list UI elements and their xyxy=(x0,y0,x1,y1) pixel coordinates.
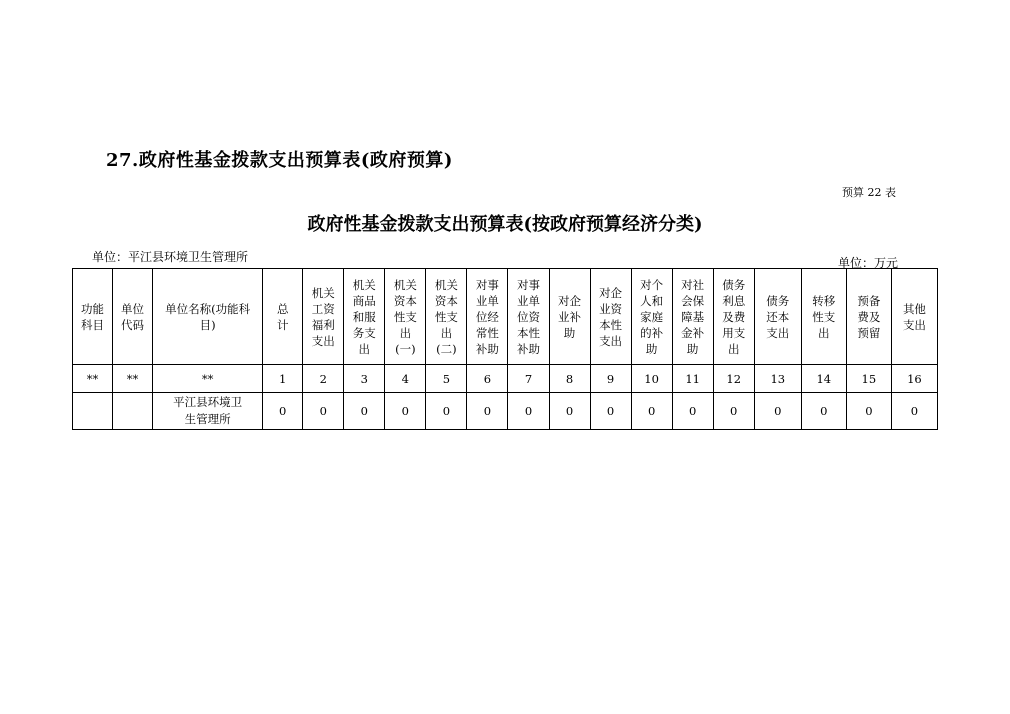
data-cell xyxy=(113,393,153,430)
header-cell: 转移性支出 xyxy=(801,269,846,365)
section-title: 27.政府性基金拨款支出预算表(政府预算) xyxy=(106,150,453,171)
data-cell: 0 xyxy=(891,393,937,430)
index-cell: 11 xyxy=(672,365,713,393)
index-cell: ** xyxy=(113,365,153,393)
header-cell: 债务利息及费用支出 xyxy=(713,269,754,365)
header-cell: 债务还本支出 xyxy=(754,269,801,365)
header-cell: 预备费及预留 xyxy=(846,269,891,365)
header-cell: 对个人和家庭的补助 xyxy=(631,269,672,365)
header-cell: 对事业单位资本性补助 xyxy=(508,269,549,365)
header-cell: 机关商品和服务支出 xyxy=(344,269,385,365)
header-cell: 功能科目 xyxy=(73,269,113,365)
data-cell: 0 xyxy=(549,393,590,430)
data-cell: 0 xyxy=(672,393,713,430)
unit-organization: 单位：平江县环境卫生管理所 xyxy=(92,250,249,264)
index-cell: 16 xyxy=(891,365,937,393)
data-cell: 0 xyxy=(801,393,846,430)
index-cell: 1 xyxy=(263,365,303,393)
data-cell xyxy=(73,393,113,430)
table-row xyxy=(73,393,938,430)
data-cell: 0 xyxy=(631,393,672,430)
header-cell: 对事业单位经常性补助 xyxy=(467,269,508,365)
index-cell: 12 xyxy=(713,365,754,393)
header-cell: 机关资本性支出(一) xyxy=(385,269,426,365)
index-cell: 14 xyxy=(801,365,846,393)
table-title: 政府性基金拨款支出预算表(按政府预算经济分类) xyxy=(307,214,703,235)
data-cell: 0 xyxy=(344,393,385,430)
index-row xyxy=(73,365,938,393)
header-cell: 对企业资本性支出 xyxy=(590,269,631,365)
index-cell: 6 xyxy=(467,365,508,393)
data-cell: 0 xyxy=(846,393,891,430)
header-cell: 总计 xyxy=(263,269,303,365)
index-cell: ** xyxy=(153,365,263,393)
header-cell: 对企业补助 xyxy=(549,269,590,365)
index-cell: 5 xyxy=(426,365,467,393)
index-cell: 13 xyxy=(754,365,801,393)
header-row xyxy=(73,269,938,365)
index-cell: 3 xyxy=(344,365,385,393)
index-cell: 15 xyxy=(846,365,891,393)
data-cell: 0 xyxy=(263,393,303,430)
index-cell: ** xyxy=(73,365,113,393)
header-cell: 机关资本性支出(二) xyxy=(426,269,467,365)
data-cell: 平江县环境卫生管理所 xyxy=(153,393,263,430)
data-cell: 0 xyxy=(754,393,801,430)
index-cell: 9 xyxy=(590,365,631,393)
budget-table xyxy=(72,268,938,430)
header-cell: 单位名称(功能科目) xyxy=(153,269,263,365)
header-cell: 其他支出 xyxy=(891,269,937,365)
data-cell: 0 xyxy=(713,393,754,430)
index-cell: 2 xyxy=(303,365,344,393)
index-cell: 8 xyxy=(549,365,590,393)
data-cell: 0 xyxy=(303,393,344,430)
header-cell: 对社会保障基金补助 xyxy=(672,269,713,365)
header-cell: 机关工资福利支出 xyxy=(303,269,344,365)
header-cell: 单位代码 xyxy=(113,269,153,365)
unit-currency: 单位：万元 xyxy=(838,256,899,270)
index-cell: 7 xyxy=(508,365,549,393)
table-number: 预算 22 表 xyxy=(842,186,896,199)
index-cell: 10 xyxy=(631,365,672,393)
data-cell: 0 xyxy=(426,393,467,430)
index-cell: 4 xyxy=(385,365,426,393)
data-cell: 0 xyxy=(508,393,549,430)
data-cell: 0 xyxy=(385,393,426,430)
data-cell: 0 xyxy=(467,393,508,430)
data-cell: 0 xyxy=(590,393,631,430)
